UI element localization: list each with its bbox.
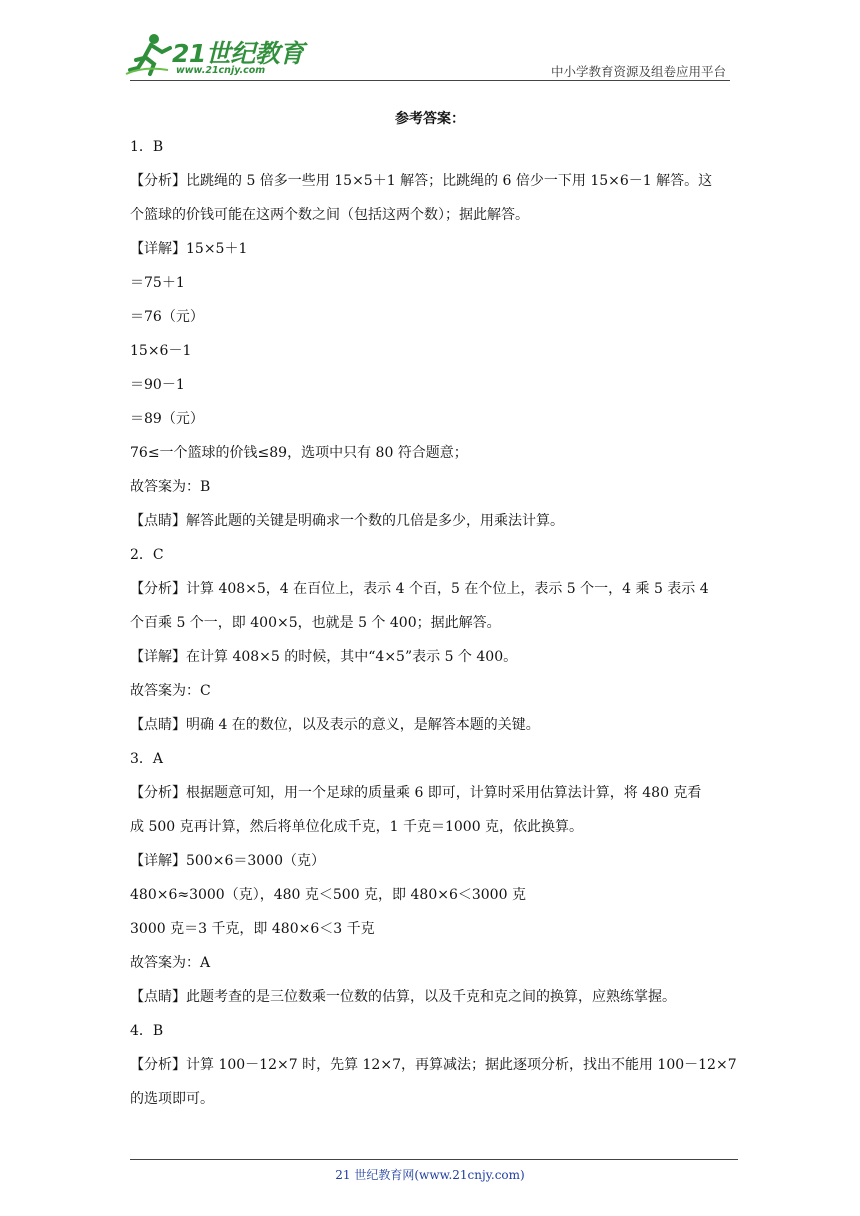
text-line: ＝75＋1 (130, 275, 185, 291)
text-line: 故答案为：C (130, 683, 211, 699)
text-line: 480×6≈3000（克），480 克＜500 克，即 480×6＜3000 克 (130, 887, 526, 903)
page-title: 参考答案： (395, 111, 465, 127)
text-line: 4．B (130, 1023, 164, 1039)
text-line: ＝76（元） (130, 309, 204, 325)
text-line: 的选项即可。 (130, 1091, 214, 1107)
text-line: 1．B (130, 139, 164, 155)
text-line: 【分析】计算 408×5，4 在百位上，表示 4 个百，5 在个位上，表示 5 个一，4 乘 5 表示 4 (130, 581, 709, 597)
text-line: 成 500 克再计算，然后将单位化成千克，1 千克＝1000 克，依此换算。 (130, 819, 584, 835)
text-line: ＝90－1 (130, 377, 185, 393)
logo (124, 30, 304, 80)
text-line: 2．C (130, 547, 164, 563)
platform-name: 中小学教育资源及组卷应用平台 (550, 64, 726, 79)
page-header (0, 0, 860, 90)
text-line: 3000 克＝3 千克，即 480×6＜3 千克 (130, 921, 375, 937)
logo-url: www.21cnjy.com (176, 65, 266, 76)
text-line: 【分析】根据题意可知，用一个足球的质量乘 6 即可，计算时采用估算法计算，将 480 克看 (130, 785, 702, 801)
text-line: 个篮球的价钱可能在这两个数之间（包括这两个数）；据此解答。 (130, 207, 529, 223)
logo-text: 21世纪教育 (172, 39, 304, 68)
text-line: 15×6－1 (130, 343, 192, 359)
text-line: 【点睛】解答此题的关键是明确求一个数的几倍是多少，用乘法计算。 (130, 513, 564, 529)
footer-divider (130, 1159, 738, 1160)
page-footer: 21 世纪教育网(www.21cnjy.com) (335, 1168, 525, 1182)
text-line: 【详解】500×6＝3000（克） (130, 853, 325, 869)
text-line: 【点睛】明确 4 在的数位，以及表示的意义，是解答本题的关键。 (130, 717, 540, 733)
text-line: 故答案为：A (130, 955, 211, 971)
text-line: 3．A (130, 751, 164, 767)
text-line: 【详解】在计算 408×5 的时候，其中“4×5”表示 5 个 400。 (130, 649, 518, 665)
text-line: 【点睛】此题考查的是三位数乘一位数的估算，以及千克和克之间的换算，应熟练掌握。 (130, 989, 676, 1005)
text-line: 故答案为：B (130, 479, 211, 495)
answer-content (130, 130, 735, 1116)
text-line: 【分析】比跳绳的 5 倍多一些用 15×5＋1 解答；比跳绳的 6 倍少一下用 15×6－1 解答。这 (130, 173, 713, 189)
text-line: ＝89（元） (130, 411, 204, 427)
header-divider (130, 80, 730, 81)
text-line: 【分析】计算 100－12×7 时，先算 12×7，再算减法；据此逐项分析，找出不能用 100－12×7 (130, 1057, 737, 1073)
text-line: 76≤一个篮球的价钱≤89，选项中只有 80 符合题意； (130, 445, 468, 461)
text-line: 个百乘 5 个一，即 400×5，也就是 5 个 400；据此解答。 (130, 615, 501, 631)
text-line: 【详解】15×5＋1 (130, 241, 248, 257)
